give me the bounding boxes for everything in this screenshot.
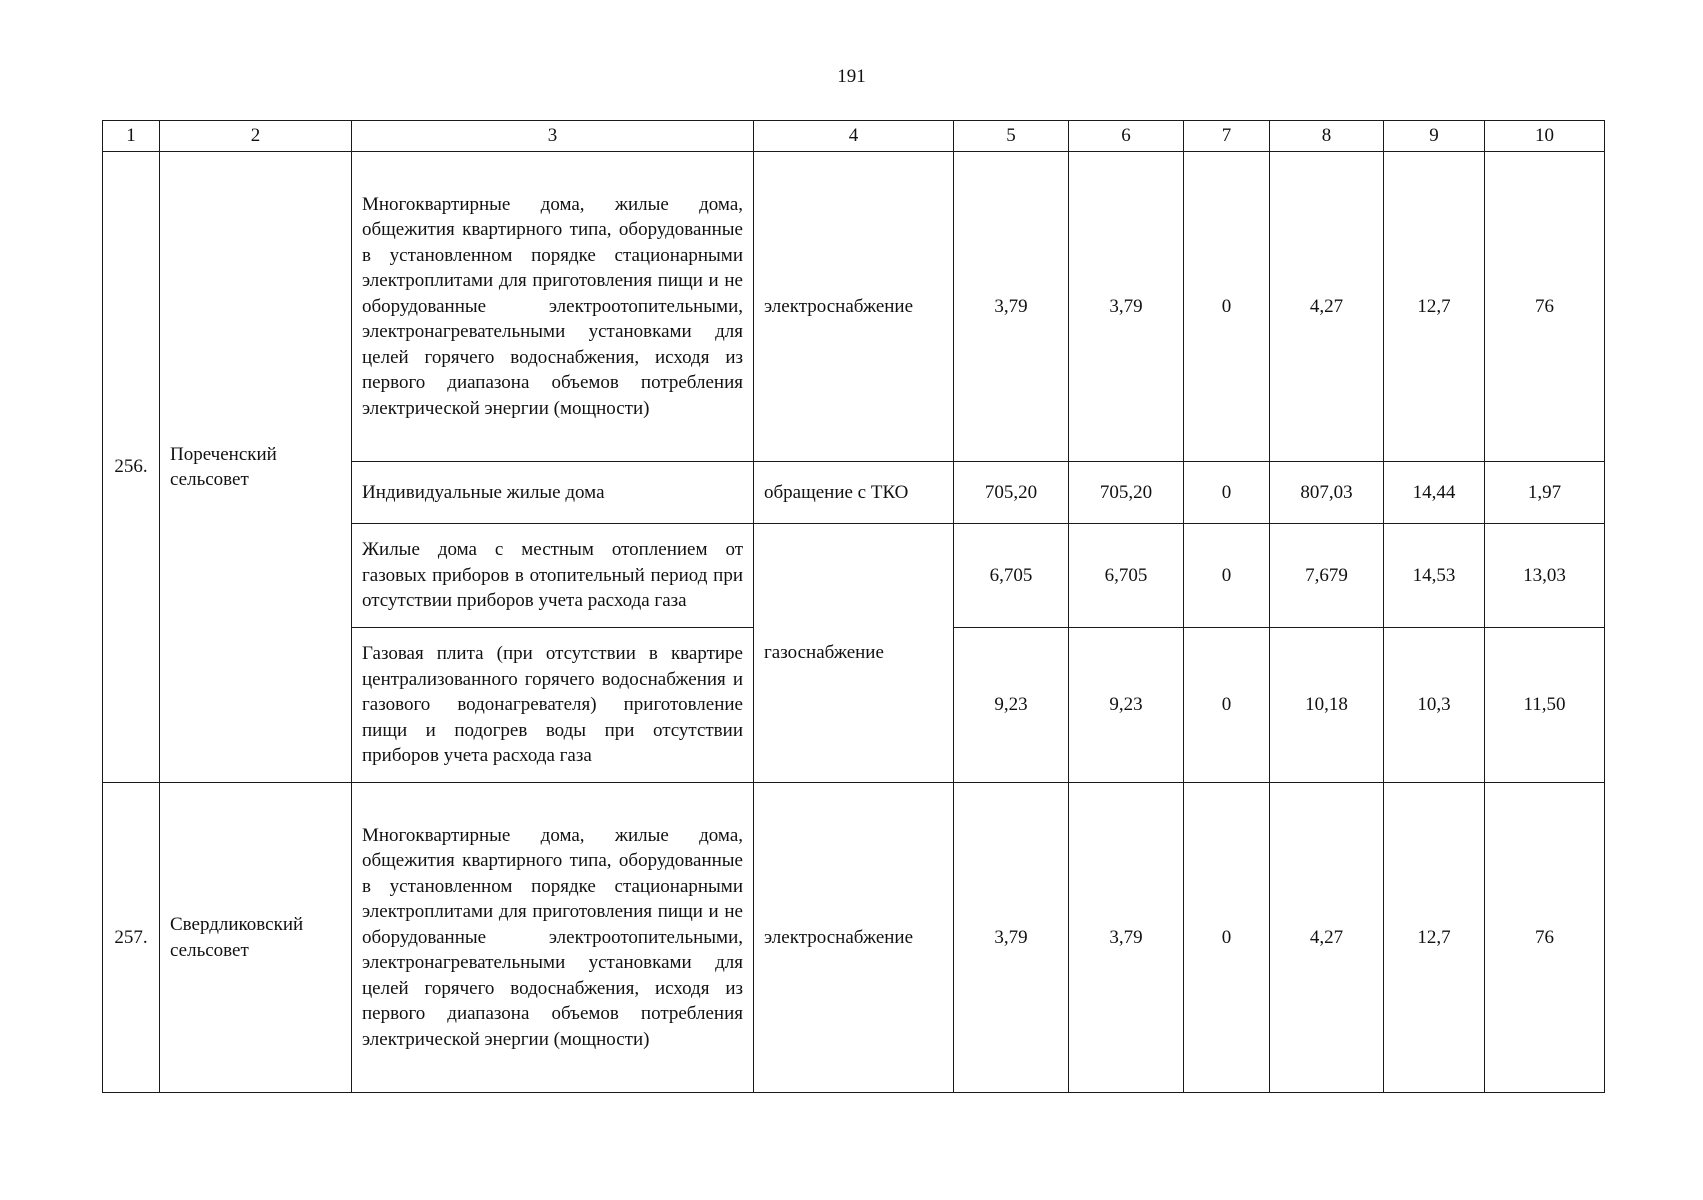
header-cell-3: 3 [352, 121, 754, 152]
header-cell-10: 10 [1485, 121, 1605, 152]
value-col-10: 76 [1485, 152, 1605, 462]
consumer-category: Индивидуальные жилые дома [352, 462, 754, 524]
utility-service: газоснабжение [754, 524, 954, 783]
header-cell-7: 7 [1184, 121, 1270, 152]
value-col-8: 4,27 [1270, 152, 1384, 462]
value-col-7: 0 [1184, 152, 1270, 462]
value-col-6: 705,20 [1069, 462, 1184, 524]
row-number: 257. [103, 783, 160, 1093]
consumer-category: Газовая плита (при отсутствии в квартире централизованного горячего водоснабжения и газового водонагревателя) приготовление пищи и подогрев воды при отсутствии приборов учета расхода газа [352, 628, 754, 783]
value-col-9: 12,7 [1384, 152, 1485, 462]
value-col-9: 12,7 [1384, 783, 1485, 1093]
table-row [103, 783, 1605, 1093]
settlement-name: Пореченский сельсовет [160, 152, 352, 783]
consumer-category: Жилые дома с местным отоплением от газовых приборов в отопительный период при отсутствии приборов учета расхода газа [352, 524, 754, 628]
consumer-category: Многоквартирные дома, жилые дома, общежития квартирного типа, оборудованные в установленном порядке стационарными электроплитами для приготовления пищи и не оборудованные электроотопительными, электронагревательными установками для целей горячего водоснабжения, исходя из первого диапазона объемов потребления электрической энергии (мощности) [352, 783, 754, 1093]
value-col-6: 9,23 [1069, 628, 1184, 783]
value-col-5: 9,23 [954, 628, 1069, 783]
value-col-7: 0 [1184, 524, 1270, 628]
header-cell-9: 9 [1384, 121, 1485, 152]
header-cell-1: 1 [103, 121, 160, 152]
value-col-6: 3,79 [1069, 783, 1184, 1093]
value-col-5: 6,705 [954, 524, 1069, 628]
header-cell-5: 5 [954, 121, 1069, 152]
value-col-10: 13,03 [1485, 524, 1605, 628]
header-cell-2: 2 [160, 121, 352, 152]
consumer-category: Многоквартирные дома, жилые дома, общежития квартирного типа, оборудованные в установленном порядке стационарными электроплитами для приготовления пищи и не оборудованные электроотопительными, электронагревательными установками для целей горячего водоснабжения, исходя из первого диапазона объемов потребления электрической энергии (мощности) [352, 152, 754, 462]
header-cell-6: 6 [1069, 121, 1184, 152]
value-col-8: 10,18 [1270, 628, 1384, 783]
tariff-table [102, 120, 1605, 1093]
settlement-name: Свердликовский сельсовет [160, 783, 352, 1093]
value-col-7: 0 [1184, 783, 1270, 1093]
header-cell-4: 4 [754, 121, 954, 152]
value-col-5: 705,20 [954, 462, 1069, 524]
table-row [103, 152, 1605, 462]
utility-service: обращение с ТКО [754, 462, 954, 524]
value-col-6: 6,705 [1069, 524, 1184, 628]
value-col-9: 10,3 [1384, 628, 1485, 783]
utility-service: электроснабжение [754, 783, 954, 1093]
value-col-8: 4,27 [1270, 783, 1384, 1093]
value-col-10: 76 [1485, 783, 1605, 1093]
value-col-5: 3,79 [954, 152, 1069, 462]
value-col-8: 807,03 [1270, 462, 1384, 524]
value-col-7: 0 [1184, 628, 1270, 783]
value-col-10: 1,97 [1485, 462, 1605, 524]
value-col-5: 3,79 [954, 783, 1069, 1093]
value-col-8: 7,679 [1270, 524, 1384, 628]
value-col-9: 14,53 [1384, 524, 1485, 628]
page-number: 191 [837, 66, 866, 87]
header-cell-8: 8 [1270, 121, 1384, 152]
header-row [103, 121, 1605, 152]
value-col-9: 14,44 [1384, 462, 1485, 524]
value-col-6: 3,79 [1069, 152, 1184, 462]
value-col-7: 0 [1184, 462, 1270, 524]
utility-service: электроснабжение [754, 152, 954, 462]
value-col-10: 11,50 [1485, 628, 1605, 783]
row-number: 256. [103, 152, 160, 783]
